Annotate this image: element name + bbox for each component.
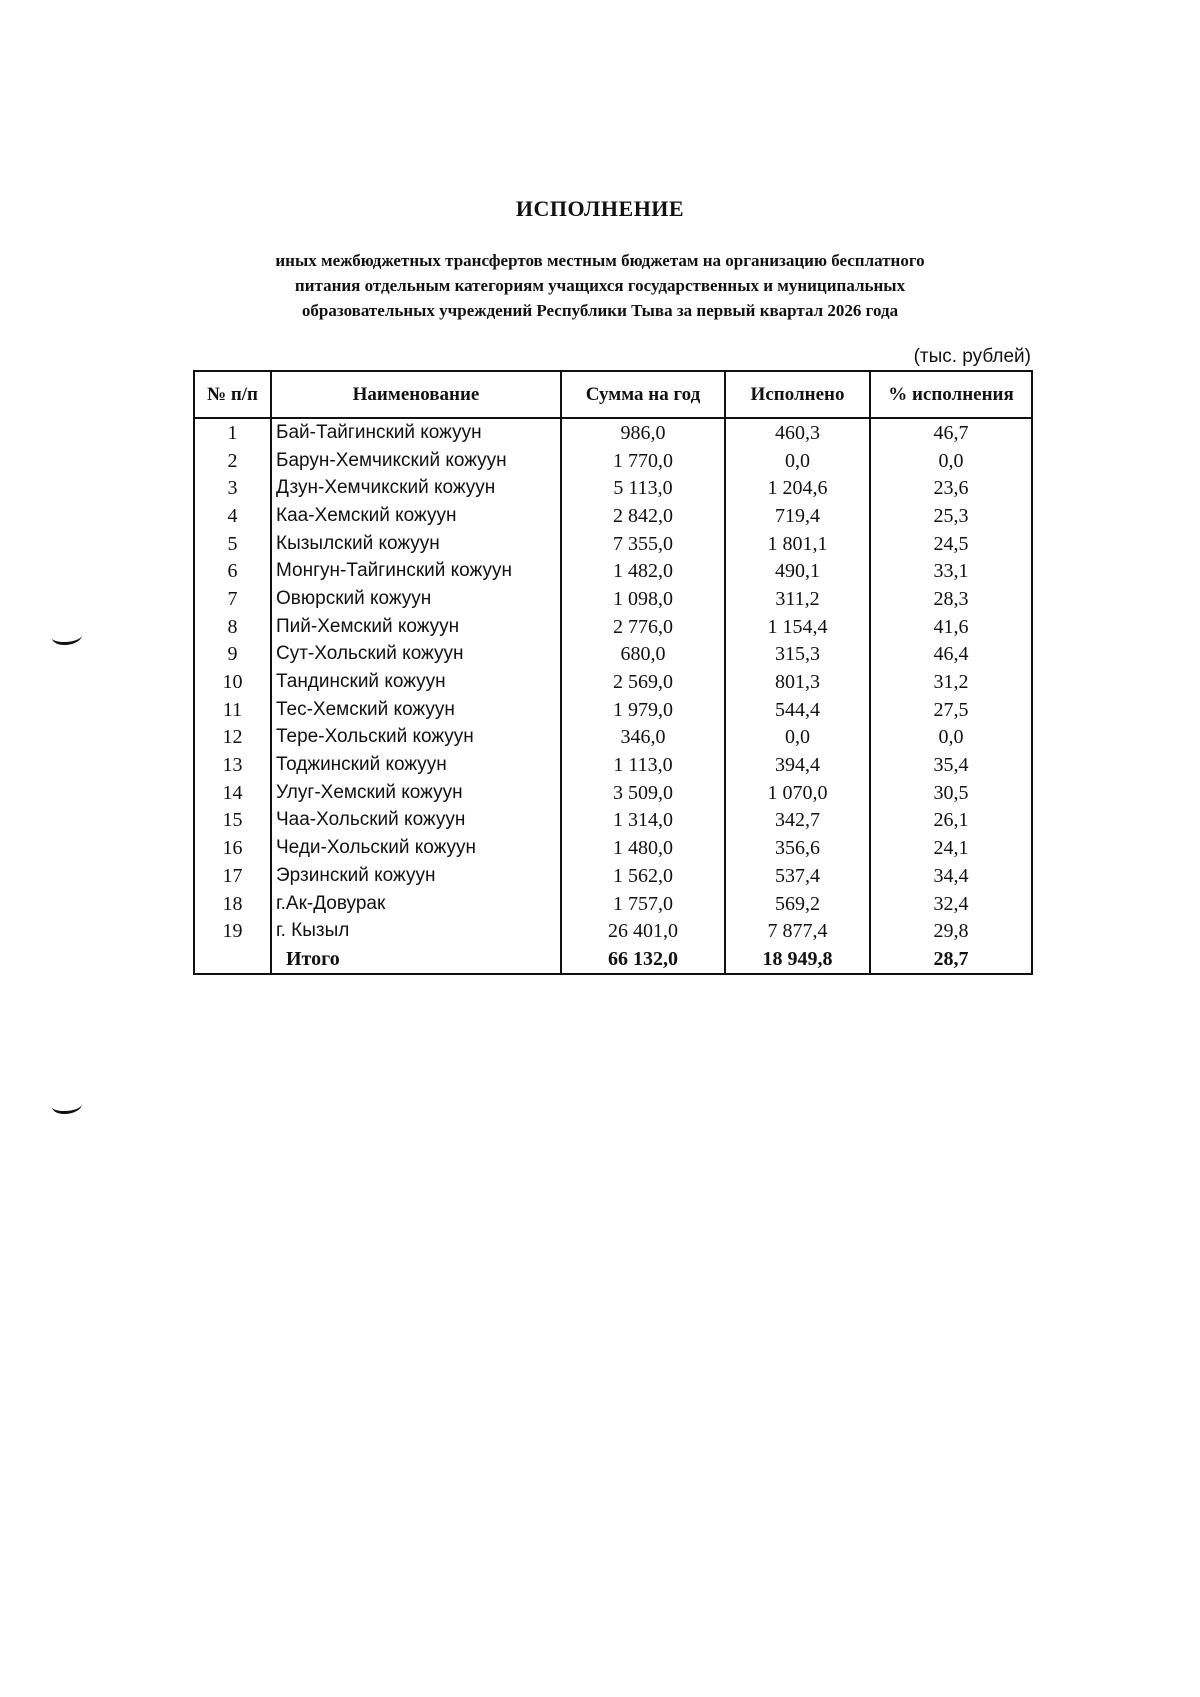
cell-num: 1 — [194, 418, 271, 447]
cell-executed: 460,3 — [725, 418, 870, 447]
cell-num: 14 — [194, 779, 271, 807]
cell-percent: 27,5 — [870, 696, 1032, 724]
cell-name: Пий-Хемский кожуун — [271, 613, 561, 641]
cell-percent: 33,1 — [870, 557, 1032, 585]
table-row — [194, 613, 1032, 641]
cell-percent: 0,0 — [870, 724, 1032, 752]
cell-num: 11 — [194, 696, 271, 724]
cell-annual: 1 979,0 — [561, 696, 725, 724]
cell-annual: 1 757,0 — [561, 890, 725, 918]
cell-percent: 23,6 — [870, 474, 1032, 502]
cell-annual: 5 113,0 — [561, 474, 725, 502]
document-subtitle — [200, 248, 1000, 323]
table-row — [194, 418, 1032, 447]
cell-name: Тандинский кожуун — [271, 668, 561, 696]
cell-executed: 7 877,4 — [725, 917, 870, 945]
cell-num: 17 — [194, 862, 271, 890]
cell-annual: 2 842,0 — [561, 502, 725, 530]
cell-name: г. Кызыл — [271, 917, 561, 945]
cell-percent: 28,3 — [870, 585, 1032, 613]
cell-num: 7 — [194, 585, 271, 613]
cell-percent: 0,0 — [870, 447, 1032, 475]
cell-percent: 41,6 — [870, 613, 1032, 641]
total-row — [194, 945, 1032, 974]
cell-percent: 31,2 — [870, 668, 1032, 696]
cell-percent: 29,8 — [870, 917, 1032, 945]
cell-num: 10 — [194, 668, 271, 696]
table-row — [194, 890, 1032, 918]
cell-percent: 24,5 — [870, 530, 1032, 558]
table-row — [194, 807, 1032, 835]
cell-annual: 680,0 — [561, 641, 725, 669]
header-percent: % исполнения — [870, 371, 1032, 418]
cell-name: Тере-Хольский кожуун — [271, 724, 561, 752]
cell-executed: 315,3 — [725, 641, 870, 669]
cell-num: 15 — [194, 807, 271, 835]
cell-executed: 537,4 — [725, 862, 870, 890]
subtitle-line: иных межбюджетных трансфертов местным бюджетам на организацию бесплатного — [275, 251, 925, 270]
table-header-row — [194, 371, 1032, 418]
cell-name: Сут-Хольский кожуун — [271, 641, 561, 669]
cell-name: Кызылский кожуун — [271, 530, 561, 558]
cell-executed: 1 154,4 — [725, 613, 870, 641]
document-title: ИСПОЛНЕНИЕ — [515, 196, 685, 221]
cell-num: 13 — [194, 751, 271, 779]
cell-annual: 26 401,0 — [561, 917, 725, 945]
cell-annual: 2 569,0 — [561, 668, 725, 696]
cell-executed: 1 070,0 — [725, 779, 870, 807]
cell-percent: 24,1 — [870, 834, 1032, 862]
cell-annual: 3 509,0 — [561, 779, 725, 807]
cell-name: Тес-Хемский кожуун — [271, 696, 561, 724]
cell-executed: 342,7 — [725, 807, 870, 835]
cell-name: Чаа-Хольский кожуун — [271, 807, 561, 835]
cell-percent: 35,4 — [870, 751, 1032, 779]
cell-percent: 46,7 — [870, 418, 1032, 447]
table-row — [194, 474, 1032, 502]
cell-annual: 986,0 — [561, 418, 725, 447]
cell-executed: 356,6 — [725, 834, 870, 862]
cell-annual: 2 776,0 — [561, 613, 725, 641]
cell-percent: 26,1 — [870, 807, 1032, 835]
cell-num: 8 — [194, 613, 271, 641]
cell-annual: 1 482,0 — [561, 557, 725, 585]
cell-executed: 0,0 — [725, 447, 870, 475]
table-row — [194, 585, 1032, 613]
cell-name: Монгун-Тайгинский кожуун — [271, 557, 561, 585]
total-executed: 18 949,8 — [725, 945, 870, 974]
total-label: Итого — [271, 945, 561, 974]
cell-annual: 1 113,0 — [561, 751, 725, 779]
cell-num: 2 — [194, 447, 271, 475]
units-label: (тыс. рублей) — [913, 346, 1031, 367]
table-row — [194, 557, 1032, 585]
cell-percent: 34,4 — [870, 862, 1032, 890]
cell-name: Каа-Хемский кожуун — [271, 502, 561, 530]
table-header — [194, 371, 1032, 418]
table-row — [194, 724, 1032, 752]
header-name: Наименование — [271, 371, 561, 418]
cell-executed: 544,4 — [725, 696, 870, 724]
execution-table — [193, 370, 1033, 975]
hole-punch-mark — [52, 1097, 82, 1114]
cell-executed: 311,2 — [725, 585, 870, 613]
total-annual: 66 132,0 — [561, 945, 725, 974]
table-row — [194, 447, 1032, 475]
cell-percent: 32,4 — [870, 890, 1032, 918]
cell-name: Овюрский кожуун — [271, 585, 561, 613]
total-num — [194, 945, 271, 974]
table-row — [194, 668, 1032, 696]
total-percent: 28,7 — [870, 945, 1032, 974]
table-row — [194, 641, 1032, 669]
cell-num: 5 — [194, 530, 271, 558]
cell-annual: 1 098,0 — [561, 585, 725, 613]
cell-executed: 719,4 — [725, 502, 870, 530]
table-row — [194, 696, 1032, 724]
cell-annual: 346,0 — [561, 724, 725, 752]
cell-executed: 1 801,1 — [725, 530, 870, 558]
hole-punch-mark — [52, 628, 82, 645]
cell-num: 16 — [194, 834, 271, 862]
subtitle-line: питания отдельным категориям учащихся государственных и муниципальных — [294, 276, 906, 295]
cell-name: Дзун-Хемчикский кожуун — [271, 474, 561, 502]
cell-annual: 1 562,0 — [561, 862, 725, 890]
table-row — [194, 502, 1032, 530]
cell-executed: 801,3 — [725, 668, 870, 696]
cell-annual: 7 355,0 — [561, 530, 725, 558]
cell-executed: 394,4 — [725, 751, 870, 779]
table-body — [194, 418, 1032, 974]
cell-name: Бай-Тайгинский кожуун — [271, 418, 561, 447]
cell-name: Тоджинский кожуун — [271, 751, 561, 779]
cell-name: г.Ак-Довурак — [271, 890, 561, 918]
cell-num: 6 — [194, 557, 271, 585]
cell-num: 3 — [194, 474, 271, 502]
cell-num: 18 — [194, 890, 271, 918]
subtitle-line: образовательных учреждений Республики Тыва за первый квартал 2026 года — [301, 301, 899, 320]
header-executed: Исполнено — [725, 371, 870, 418]
table-row — [194, 530, 1032, 558]
cell-name: Чеди-Хольский кожуун — [271, 834, 561, 862]
cell-num: 4 — [194, 502, 271, 530]
cell-executed: 1 204,6 — [725, 474, 870, 502]
cell-num: 9 — [194, 641, 271, 669]
table-row — [194, 917, 1032, 945]
cell-executed: 569,2 — [725, 890, 870, 918]
cell-num: 12 — [194, 724, 271, 752]
header-annual: Сумма на год — [561, 371, 725, 418]
cell-executed: 0,0 — [725, 724, 870, 752]
cell-annual: 1 480,0 — [561, 834, 725, 862]
cell-annual: 1 770,0 — [561, 447, 725, 475]
cell-percent: 46,4 — [870, 641, 1032, 669]
table-row — [194, 751, 1032, 779]
cell-num: 19 — [194, 917, 271, 945]
cell-executed: 490,1 — [725, 557, 870, 585]
cell-name: Барун-Хемчикский кожуун — [271, 447, 561, 475]
table-row — [194, 862, 1032, 890]
cell-name: Эрзинский кожуун — [271, 862, 561, 890]
table-row — [194, 779, 1032, 807]
cell-name: Улуг-Хемский кожуун — [271, 779, 561, 807]
header-num: № п/п — [194, 371, 271, 418]
cell-percent: 25,3 — [870, 502, 1032, 530]
cell-annual: 1 314,0 — [561, 807, 725, 835]
cell-percent: 30,5 — [870, 779, 1032, 807]
table-row — [194, 834, 1032, 862]
